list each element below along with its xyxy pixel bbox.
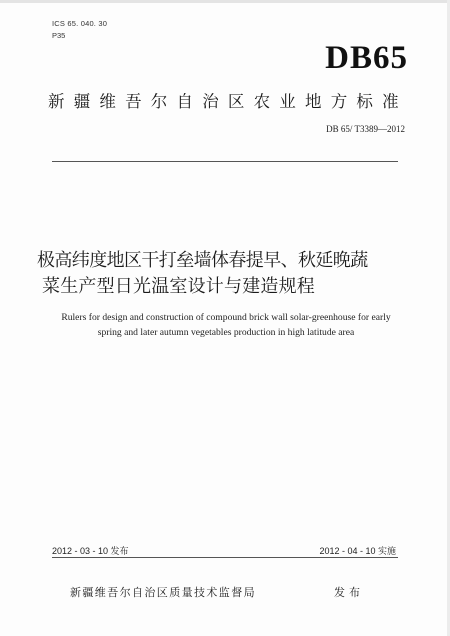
db-logo: DB65 — [325, 40, 408, 76]
english-title — [36, 310, 416, 340]
header-divider — [52, 161, 398, 162]
english-title-line-1: Rulers for design and construction of compound brick wall solar-greenhouse for early — [61, 312, 391, 323]
document-title-line-2: 菜生产型日光温室设计与建造规程 — [42, 276, 315, 297]
footer-divider — [52, 557, 398, 558]
publish-label: 发布 — [334, 586, 364, 599]
standard-title: 新疆维吾尔自治区农业地方标准 — [48, 92, 408, 111]
document-title — [37, 248, 427, 300]
standard-number: DB 65/ T3389—2012 — [326, 124, 405, 134]
issuing-authority: 新疆维吾尔自治区质量技术监督局 — [70, 586, 256, 599]
implementation-date: 2012 - 04 - 10 实施 — [319, 546, 396, 556]
classification-code: P35 — [52, 31, 66, 40]
english-title-line-2: spring and later autumn vegetables production in high latitude area — [97, 327, 355, 338]
issue-date: 2012 - 03 - 10 发布 — [52, 546, 129, 556]
ics-code: ICS 65. 040. 30 — [52, 19, 108, 28]
scan-edge-top — [0, 0, 450, 3]
document-title-line-1: 极高纬度地区干打垒墙体春提早、秋延晚蔬 — [37, 250, 368, 271]
